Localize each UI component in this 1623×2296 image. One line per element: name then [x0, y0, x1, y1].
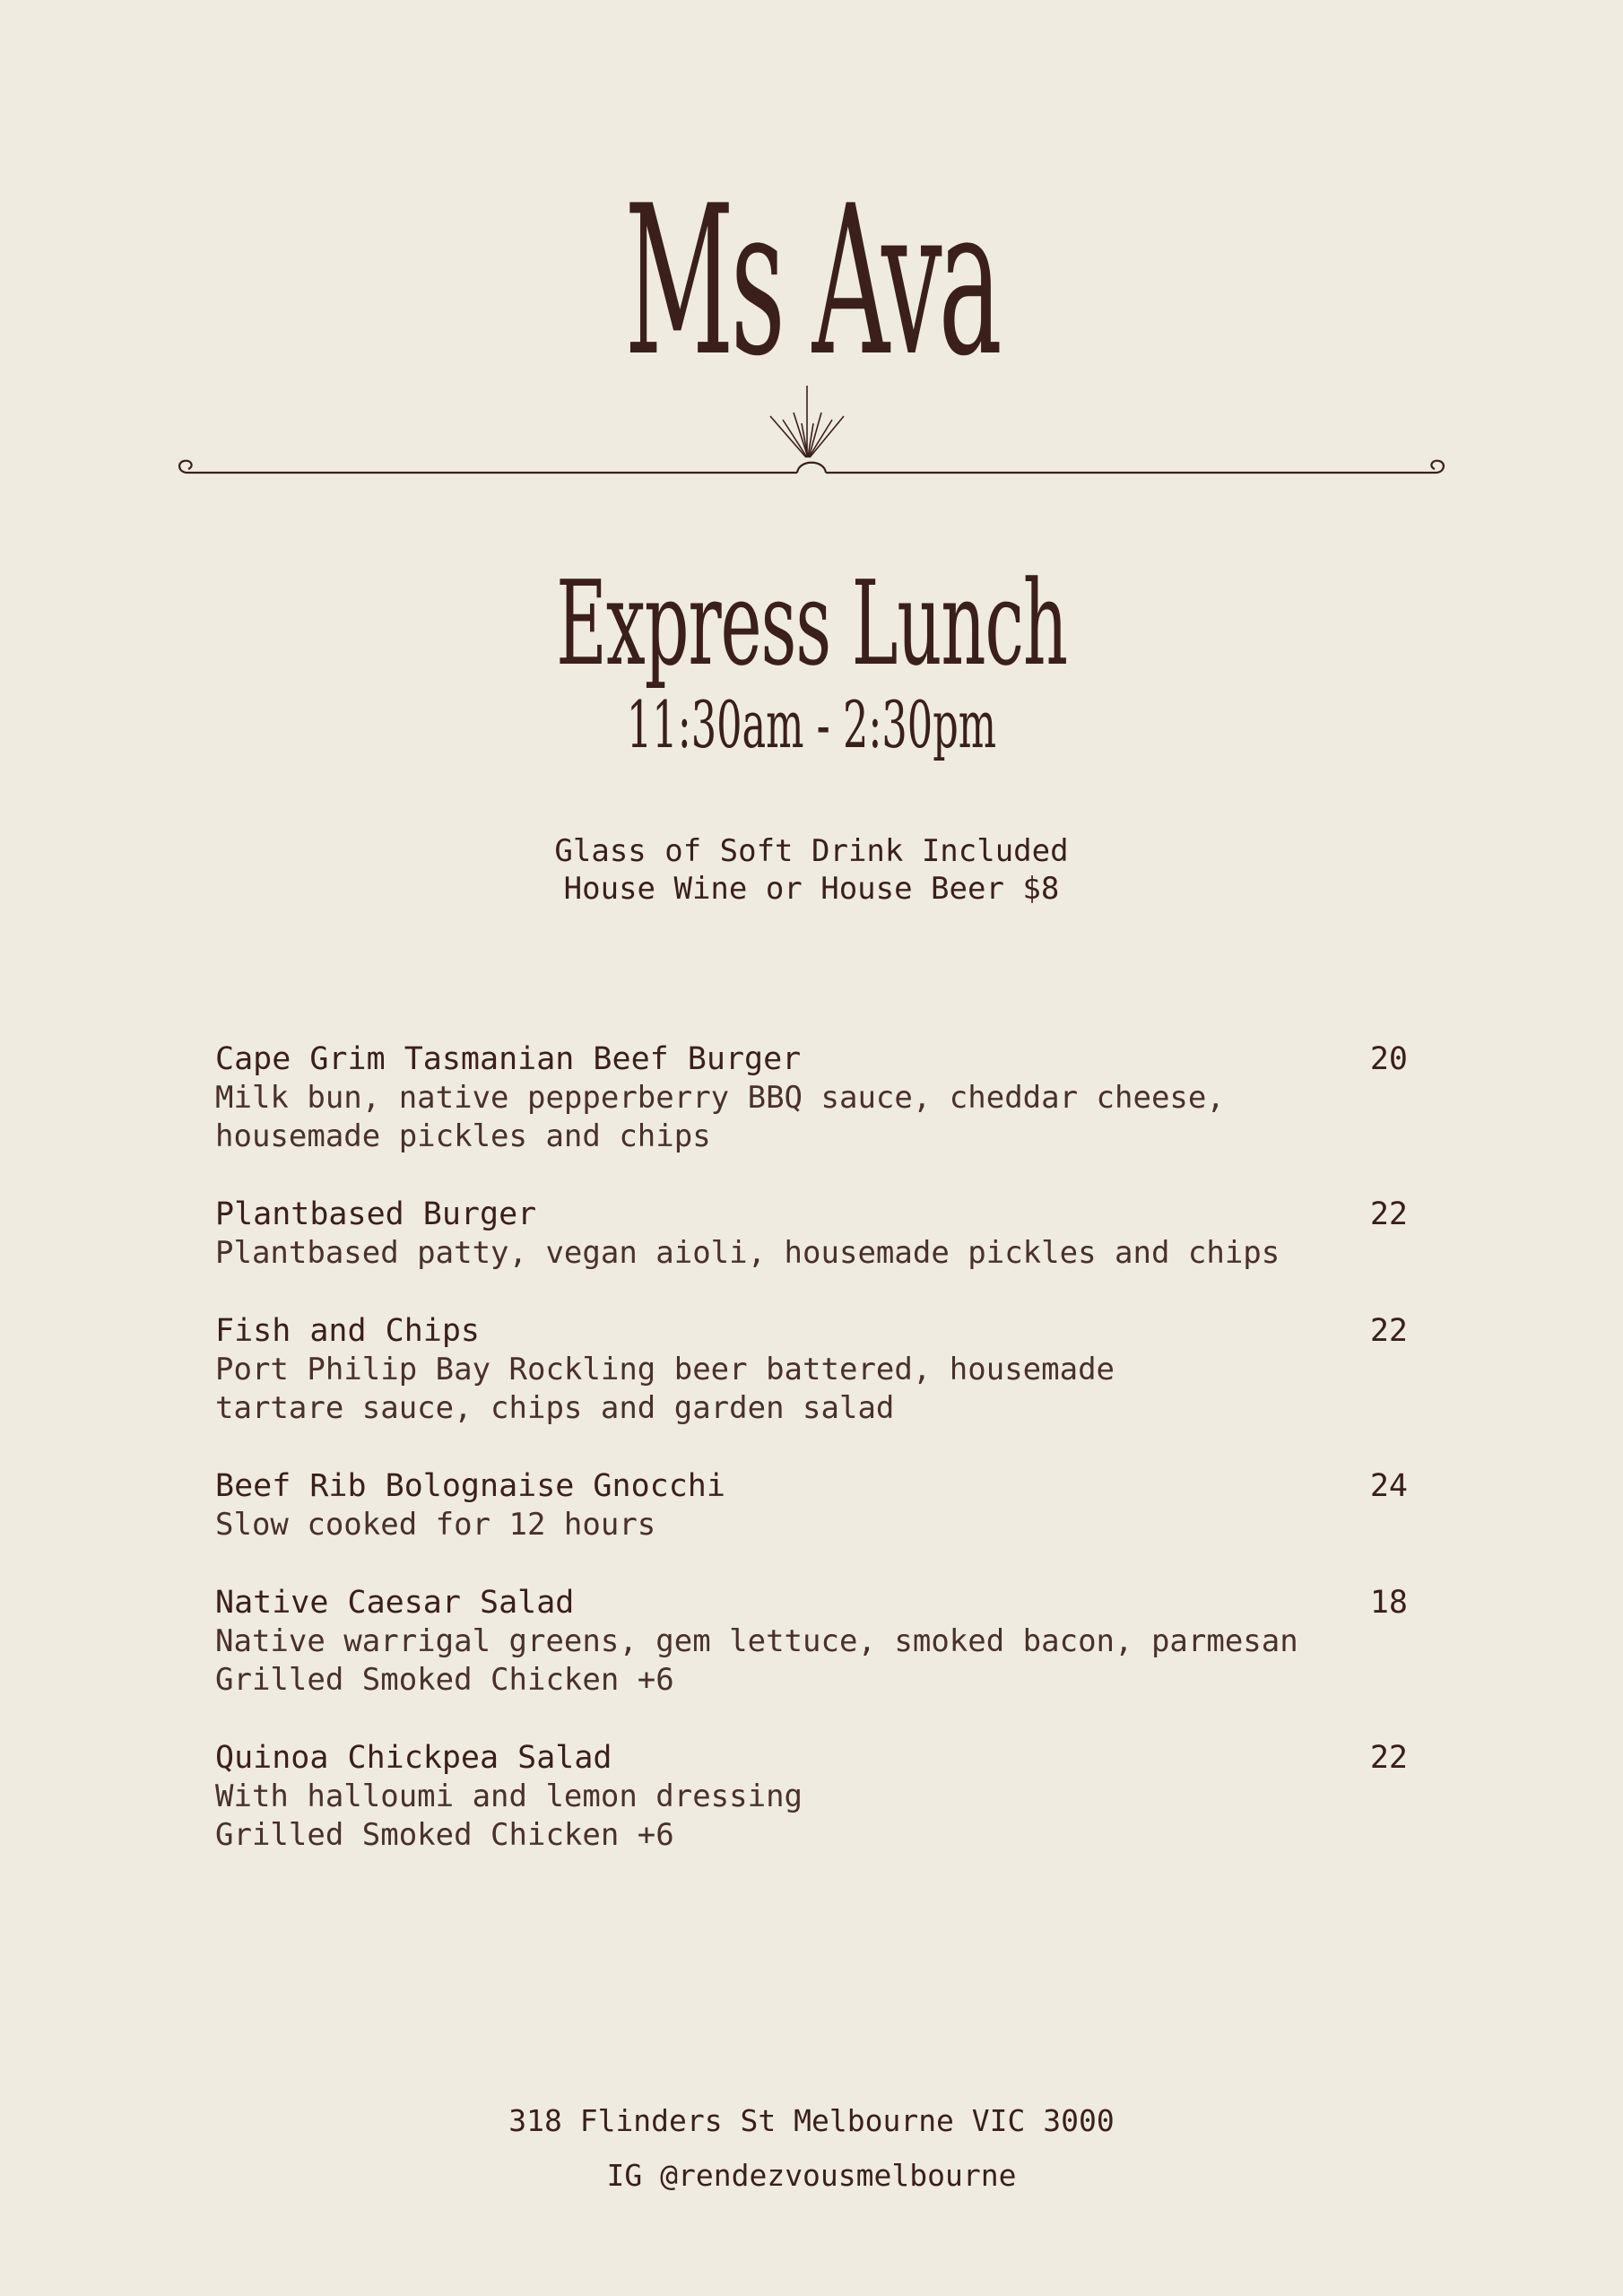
menu-item-price: 22 — [1369, 1196, 1408, 1232]
sunburst-divider-icon — [175, 377, 1448, 484]
menu-item-name: Cape Grim Tasmanian Beef Burger — [215, 1041, 802, 1077]
instagram-handle: IG @rendezvousmelbourne — [606, 2158, 1017, 2193]
brand-logo: Ms Ava — [624, 162, 999, 402]
menu-item-price: 18 — [1369, 1585, 1408, 1621]
menu-item-description: Plantbased patty, vegan aioli, housemade pickles and chips — [215, 1235, 1280, 1271]
menu-item-price: 22 — [1369, 1740, 1408, 1776]
menu-item-price: 24 — [1369, 1468, 1408, 1504]
drinks-note-line: House Wine or House Beer $8 — [563, 871, 1060, 907]
menu-item-name: Plantbased Burger — [215, 1196, 537, 1232]
menu-item — [215, 1040, 1408, 1156]
menu-item-description: Slow cooked for 12 hours — [215, 1507, 656, 1543]
menu-item-name: Fish and Chips — [215, 1313, 481, 1349]
service-hours: 11:30am - 2:30pm — [626, 687, 997, 762]
menu-item-description: Native warrigal greens, gem lettuce, smoked bacon, parmesan Grilled Smoked Chicken +6 — [215, 1623, 1298, 1698]
drinks-note — [0, 832, 1623, 908]
menu-item — [215, 1196, 1408, 1273]
section-title: Express Lunch — [556, 555, 1067, 691]
menu-item — [215, 1467, 1408, 1544]
menu-item-name: Quinoa Chickpea Salad — [215, 1740, 612, 1776]
menu-item — [215, 1584, 1408, 1700]
menu-item — [215, 1739, 1408, 1855]
footer — [0, 2093, 1623, 2203]
menu-list — [215, 1040, 1408, 1894]
menu-item-description: Port Philip Bay Rockling beer battered, housemade tartare sauce, chips and garden salad — [215, 1352, 1115, 1426]
menu-item-description: With halloumi and lemon dressing Grilled Smoked Chicken +6 — [215, 1779, 803, 1853]
drinks-note-line: Glass of Soft Drink Included — [554, 833, 1069, 869]
menu-item-name: Native Caesar Salad — [215, 1585, 575, 1621]
menu-item-price: 20 — [1369, 1041, 1408, 1077]
menu-item-name: Beef Rib Bolognaise Gnocchi — [215, 1468, 725, 1504]
address: 318 Flinders St Melbourne VIC 3000 — [508, 2103, 1115, 2138]
menu-item-description: Milk bun, native pepperberry BBQ sauce, cheddar cheese, housemade pickles and chips — [215, 1080, 1225, 1154]
menu-item-price: 22 — [1369, 1313, 1408, 1349]
menu-item — [215, 1312, 1408, 1428]
